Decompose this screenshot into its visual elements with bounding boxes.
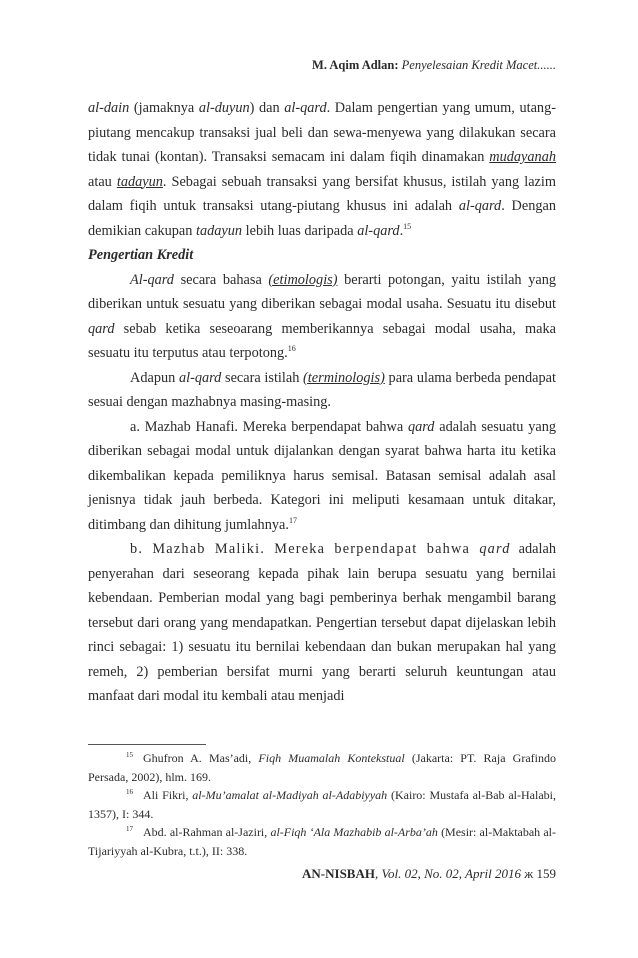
paragraph-al-qard-etymology: Al-qard secara bahasa (etimologis) berarti potongan, yaitu istilah yang diberikan untuk sesuatu yang diberikan sebagai modal usaha. Sesuatu itu disebut qard sebab ketika seseoarang memberikannya sebagai modal usaha, maka sesuatu itu terputus atau terpotong.$^{16}$ (88, 271, 556, 361)
paragraph-tadayun: al-dain (jamaknya al-duyun) dan al-qard. Dalam pengertian yang umum, utang-piutang mencakup transaksi jual beli dan sewa-menyewa yang dilakukan secara tidak tunai (kontan). Transaksi semacam ini dalam fiqih dinamakan mudayanah atau tadayun. Sebagai sebuah transaksi yang bersifat khusus, istilah yang lazim dalam fiqih untuk transaksi utang-piutang khusus ini adalah al-qard. Dengan demikian cakupan tadayun lebih luas daripada al-qard.$^{15}$ (88, 100, 556, 239)
running-head-author: M. Aqim Adlan: (312, 58, 399, 72)
page-footer (302, 866, 556, 882)
footnotes (88, 749, 556, 860)
footnote: $^{16}$ Ali Fikri, al-Mu’amalat al-Madiyah al-Adabiyyah (Kairo: Mustafa al-Bab al-Halabi, 1357), I: 344. (88, 788, 557, 821)
folio-separator: ж (521, 866, 537, 881)
footnote-ref-15: 15 (403, 221, 412, 231)
footnote-divider (88, 744, 206, 745)
paragraph-al-qard-terminology: Adapun al-qard secara istilah (terminologis) para ulama berbeda pendapat sesuai dengan mazhabnya masing-masing. (88, 369, 556, 410)
section-heading: Pengertian Kredit (88, 247, 194, 263)
body-text (88, 96, 556, 709)
footnote: $^{15}$ Ghufron A. Mas’adi, Fiqh Muamalah Kontekstual (Jakarta: PT. Raja Grafindo Persada, 2002), hlm. 169. (88, 751, 557, 784)
page-number: 159 (536, 866, 556, 881)
journal-name: AN-NISBAH (302, 866, 375, 881)
journal-issue: , Vol. 02, No. 02, April 2016 (374, 866, 522, 881)
running-head-title: Penyelesaian Kredit Macet...... (401, 58, 556, 72)
running-head (312, 58, 556, 73)
footnote: $^{17}$ Abd. al-Rahman al-Jaziri, al-Fiqh ‘Ala Mazhabib al-Arba’ah (Mesir: al-Maktabah al-Tijariyyah al-Kubra, t.t.), II: 338. (88, 825, 557, 858)
paragraph-mazhab-hanafi: a. Mazhab Hanafi. Mereka berpendapat bahwa qard adalah sesuatu yang diberikan sebagai modal untuk dijalankan dengan syarat bahwa harta itu ketika dikembalikan kepada pemiliknya harus semisal. Batasan semisal adalah asal jenisnya tidak jauh berbeda. Kategori ini meliputi kesamaan untuk ditakar, ditimbang dan dihitung jumlahnya.$^{17}$ (88, 418, 556, 533)
footnote-ref-16: 16 (287, 344, 296, 354)
paragraph-mazhab-maliki: b. Mazhab Maliki. Mereka berpendapat bahwa qard adalah penyerahan dari seseorang kepada pihak lain berupa sesuatu yang bernilai kebendaan. Pemberian modal yang bagi pemberinya berhak mengambil barang tersebut dari orang yang mendapatkan. Pengertian tersebut dapat dijelaskan lebih rinci sebagai: 1) sesuatu itu bernilai kebendaan dan bukan merupakan hal yang remeh, 2) pemberian bersifat murni yang berarti seluruh keuntungan atau manfaat dari modal itu kembali atau menjadi (88, 541, 556, 704)
footnote-ref-17: 17 (288, 515, 297, 525)
